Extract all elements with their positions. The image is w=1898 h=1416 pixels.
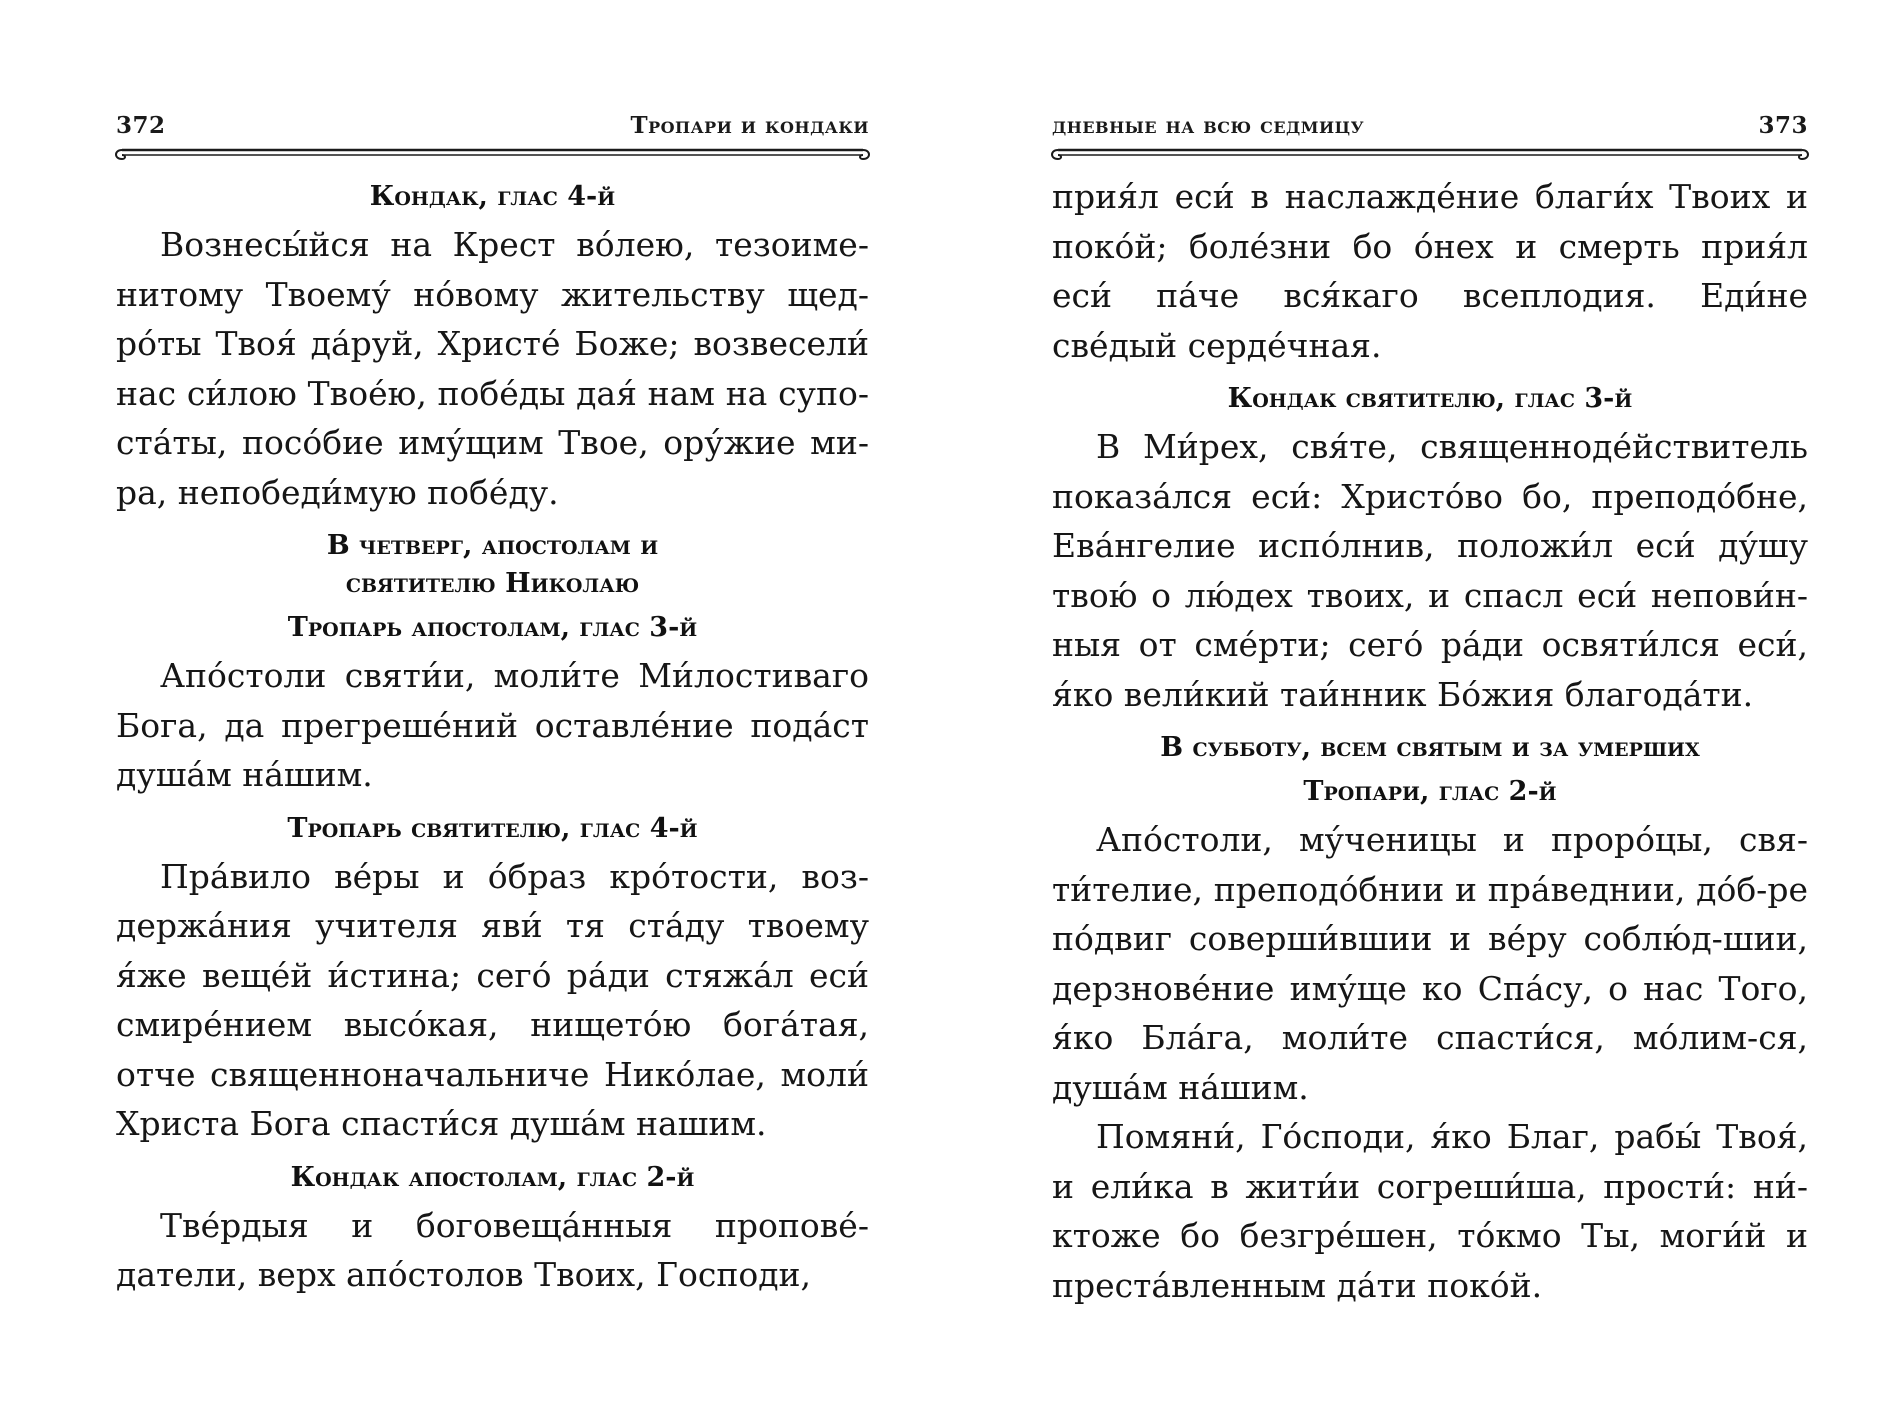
continued-text: прия́л еси́ в наслажде́ние благи́х Твоих и поко́й; боле́зни бо о́нех и смерть прия́л еси́ па́че вся́каго всеплодия. Еди́не све́дый серде́чная. <box>1052 177 1808 365</box>
troparia-text-1: Апо́столи, му́ченицы и проро́цы, свя-ти́телие, преподо́бнии и пра́веднии, до́б-ре по́двиг соверши́вшии и ве́ру соблю́д-шии, дерзнове́ние иму́ще ко Спа́су, о нас Того, я́ко Бла́га, моли́те спасти́ся, мо́лим-ся, душа́м на́шим. <box>1052 820 1808 1107</box>
left-page <box>116 0 869 1416</box>
troparion-apostles-heading: Тропарь апостолам, глас 3-й <box>287 612 698 643</box>
left-running-title: Тропари и кондаки <box>630 112 869 139</box>
left-running-head <box>116 112 869 146</box>
kondak-apostles-heading: Кондак апостолам, глас 2-й <box>290 1161 695 1193</box>
left-header-rule <box>112 146 873 162</box>
kondak-text: Вознесы́йся на Крест во́лею, тезоиме-нитому Твоему́ но́вому жительству щед-ро́ты Твоя́ да́руй, Христе́ Боже; возвесели́ нас си́лою Твое́ю, побе́ды дая́ нам на супо-ста́ты, посо́бие иму́щим Твое, ору́жие ми-ра, непобеди́мую побе́ду. <box>116 225 869 512</box>
troparia-heading: Тропари, глас 2-й <box>1303 776 1557 807</box>
thursday-heading: В четверг, апостолам и святителю Николаю <box>326 530 659 599</box>
kondak-hierarch-heading: Кондак святителю, глас 3-й <box>1227 383 1633 414</box>
right-page-number: 373 <box>1758 112 1808 139</box>
kondak-apostles-text: Тве́рдыя и боговеща́нныя пропове́-датели, верх апо́столов Твоих, Господи, <box>116 1205 869 1294</box>
left-page-body <box>116 172 869 1300</box>
saturday-heading: В субботу, всем святым и за умерших <box>1160 732 1700 763</box>
troparion-hierarch-heading: Тропарь святителю, глас 4-й <box>287 812 698 844</box>
kondak-hierarch-text: В Ми́рех, свя́те, священноде́йствитель показа́лся еси́: Христо́во бо, преподо́бне, Ева́нгелие испо́лнив, положи́л еси́ ду́шу твою́ о лю́дех твоих, и спасл еси́ непови́н-ныя от сме́рти; сего́ ра́ди освяти́лся еси́, я́ко вели́кий таи́нник Бо́жия благода́ти. <box>1052 427 1808 714</box>
right-running-head <box>1052 112 1808 146</box>
troparion-apostles-text: Апо́столи святи́и, моли́те Ми́лостиваго Бога, да прегреше́ний оставле́ние пода́ст душа́м на́шим. <box>116 656 869 794</box>
left-page-number: 372 <box>116 112 166 139</box>
troparia-text-2: Помяни́, Го́споди, я́ко Благ, рабы́ Твоя́, и ели́ка в жити́и согреши́ша, прости́: ни́-ктоже бо безгре́шен, то́кмо Ты, моги́й и преста́вленным да́ти поко́й. <box>1052 1117 1808 1305</box>
right-running-title: дневные на всю седмицу <box>1052 112 1365 139</box>
right-page <box>1052 0 1808 1416</box>
right-page-body <box>1052 172 1808 1310</box>
troparion-hierarch-text: Пра́вило ве́ры и о́браз кро́тости, воз-держа́ния учителя яви́ тя ста́ду твоему я́же веще́й и́стина; сего́ ра́ди стяжа́л еси́ смире́нием высо́кая, нището́ю бога́тая, отче священноначальниче Нико́лае, моли́ Христа Бога спасти́ся душа́м нашим. <box>116 856 869 1143</box>
right-header-rule <box>1048 146 1812 162</box>
kondak-heading: Кондак, глас 4-й <box>369 181 616 212</box>
